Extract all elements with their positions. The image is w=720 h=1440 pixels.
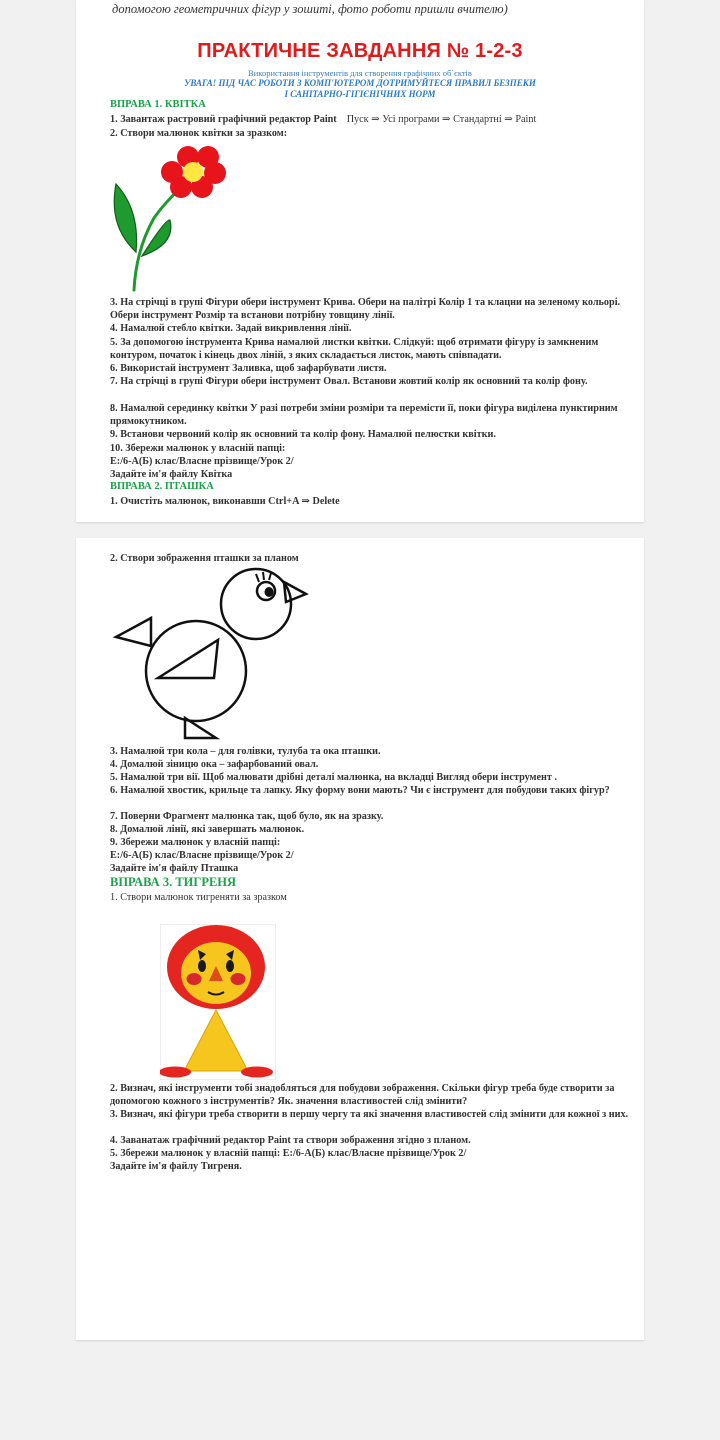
ex2-step-6: 6. Намалюй хвостик, крильце та лапку. Яку форму вони мають? Чи є інструмент для побудови таких фігур? xyxy=(110,785,610,796)
ex3-step-1: 1. Створи малюнок тигреняти за зразком xyxy=(110,892,287,903)
safety-warning-line2: І САНІТАРНО-ГІГІЄНІЧНИХ НОРМ xyxy=(284,89,436,99)
ex3-step-4: 4. Заванатаж графічний редактор Paint та створи зображення згідно з планом. xyxy=(110,1135,471,1146)
document-page-2 xyxy=(76,538,644,1340)
ex1-save-path: E:/6-А(Б) клас/Власне прізвище/Урок 2/ xyxy=(110,456,294,467)
tiger-cub-illustration xyxy=(160,924,276,1080)
ex2-step-4: 4. Домалюй зіницю ока – зафарбований овал. xyxy=(110,759,319,770)
ex2-step-8: 8. Домалюй лінії, які завершать малюнок. xyxy=(110,824,305,835)
ex2-step-3: 3. Намалюй три кола – для голівки, тулуба та ока пташки. xyxy=(110,746,381,757)
ex3-step-3: 3. Визнач, які фігури треба створити в першу чергу та які значення властивостей слід змінити для кожної з них. xyxy=(110,1109,629,1120)
ex1-file-name: Задайте ім'я файлу Квітка xyxy=(110,469,233,480)
ex1-step-1-menu-path: Пуск ⇒ Усі програми ⇒ Стандартні ⇒ Paint xyxy=(346,114,537,125)
ex1-step-4: 4. Намалюй стебло квітки. Задай викривлення лінії. xyxy=(110,323,352,334)
ex1-step-5: 5. За допомогою інструмента Крива намалюй листки квітки. Слідкуй: щоб отримати фігуру із замкненим контуром, початок і кінець двох ліній, з яких складається листок, мають співпадати. xyxy=(110,337,599,362)
ex2-step-2: 2. Створи зображення пташки за планом xyxy=(110,553,299,564)
ex1-step-7: 7. На стрічці в групі Фігури обери інструмент Овал. Встанови жовтий колір як основний та колір фону. xyxy=(110,376,588,387)
ex1-step-9: 9. Встанови червоний колір як основний та колір фону. Намалюй пелюстки квітки. xyxy=(110,429,496,440)
ex3-step-2: 2. Визнач, які інструменти тобі знадобляться для побудови зображення. Скільки фігур треба буде створити за допомогою кожного з інструментів? Як. значення властивостей слід змінити? xyxy=(110,1083,615,1108)
ex1-step-10: 10. Збережи малюнок у власній папці: xyxy=(110,443,286,454)
safety-warning-line1: УВАГА! ПІД ЧАС РОБОТИ З КОМП'ЮТЕРОМ ДОТРИМУЙТЕСЯ ПРАВИЛ БЕЗПЕКИ xyxy=(184,78,536,88)
ex2-step-7: 7. Поверни Фрагмент малюнка так, щоб було, як на зразку. xyxy=(110,811,384,822)
ex1-step-8: 8. Намалюй серединку квітки У разі потреби зміни розміри та перемісти її, поки фігура виділена пунктирним прямокутником. xyxy=(110,403,618,428)
ex2-step-1: 1. Очистіть малюнок, виконавши Ctrl+A ⇒ Delete xyxy=(110,496,340,507)
exercise-3-heading: ВПРАВА 3. ТИГРЕНЯ xyxy=(110,875,237,889)
ex1-step-2: 2. Створи малюнок квітки за зразком: xyxy=(110,128,288,139)
ex1-step-1-text: 1. Завантаж растровий графічний редактор Paint xyxy=(110,114,337,125)
exercise-2-heading: ВПРАВА 2. ПТАШКА xyxy=(110,481,214,492)
ex2-step-9: 9. Збережи малюнок у власній папці: xyxy=(110,837,281,848)
flower-illustration xyxy=(106,140,236,292)
ex1-step-6: 6. Використай інструмент Заливка, щоб зафарбувати листя. xyxy=(110,363,387,374)
bird-illustration xyxy=(110,566,310,744)
ex1-step-3: 3. На стрічці в групі Фігури обери інструмент Крива. Обери на палітрі Колір 1 та клацни на зеленому кольорі. Обери інструмент Розмір та встанови потрібну товщину лінії. xyxy=(110,297,621,322)
safety-warning xyxy=(76,78,644,100)
ex3-step-5: 5. Збережи малюнок у власній папці: E:/6-А(Б) клас/Власне прізвище/Урок 2/ xyxy=(110,1148,467,1159)
ex2-save-path: E:/6-А(Б) клас/Власне прізвище/Урок 2/ xyxy=(110,850,294,861)
page-title: ПРАКТИЧНЕ ЗАВДАННЯ № 1-2-3 xyxy=(197,40,523,62)
ex3-file-name: Задайте ім'я файлу Тигреня. xyxy=(110,1161,242,1172)
ex2-file-name: Задайте ім'я файлу Пташка xyxy=(110,863,239,874)
page-subtitle: Використання інструментів для створення графічних об`єктів xyxy=(248,68,472,78)
document-page-1 xyxy=(76,0,644,522)
ex1-step-1 xyxy=(110,113,630,126)
exercise-1-heading: ВПРАВА 1. КВІТКА xyxy=(110,99,206,110)
ex2-step-5: 5. Намалюй три вії. Щоб малювати дрібні деталі малюнка, на вкладці Вигляд обери інструмент . xyxy=(110,772,557,783)
intro-text: допомогою геометричних фігур у зошиті, фото роботи пришли вчителю) xyxy=(112,2,508,16)
